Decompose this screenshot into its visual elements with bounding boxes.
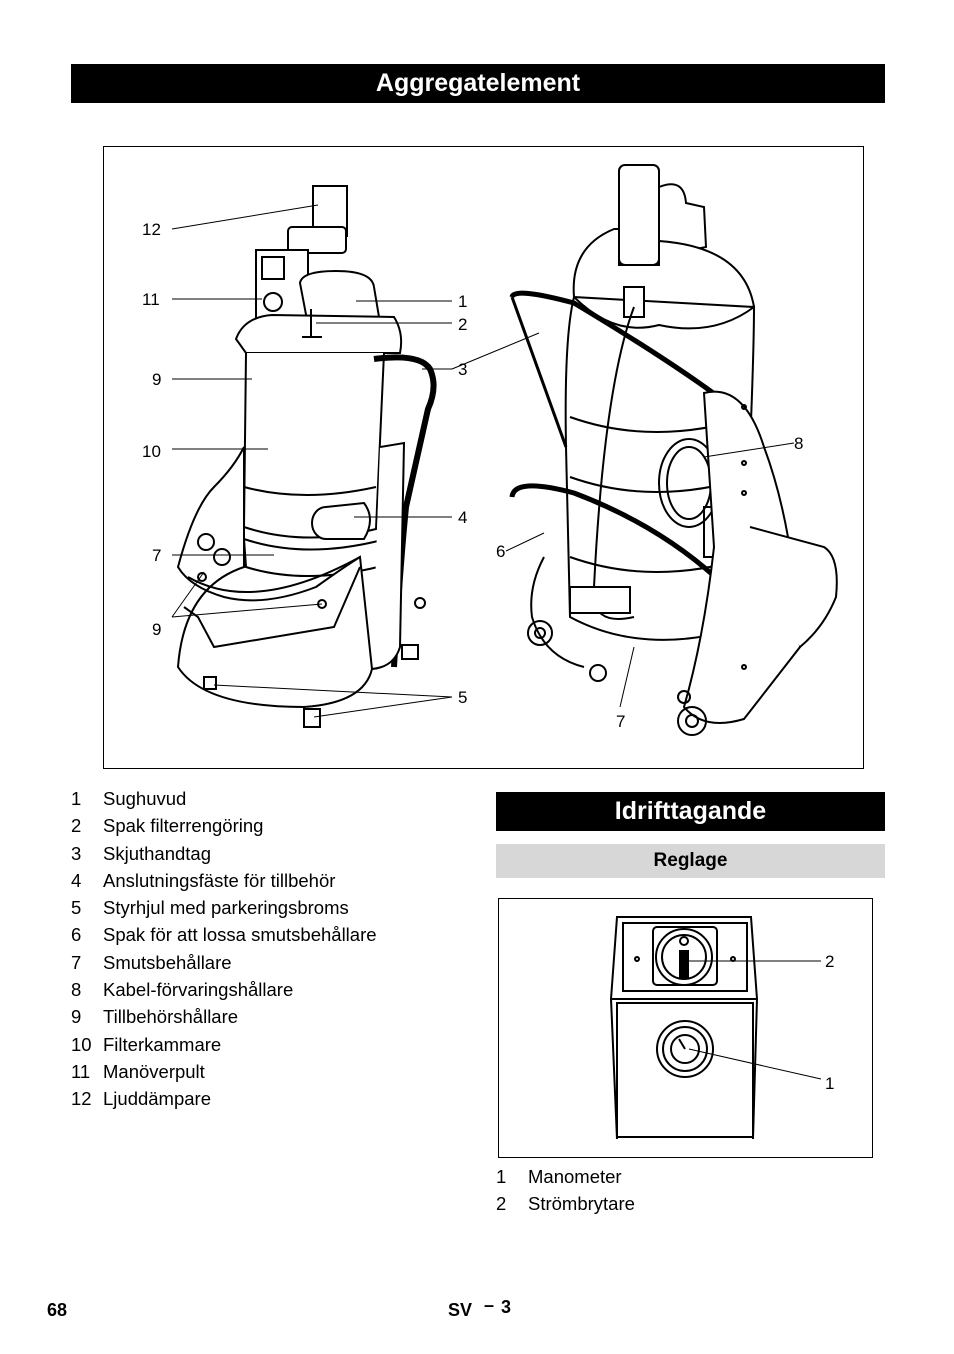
callout-12: 12 bbox=[142, 220, 161, 239]
list-item: 11 Manöverpult bbox=[71, 1060, 205, 1082]
callout-9b: 9 bbox=[152, 620, 162, 639]
callout-1-manometer: 1 bbox=[825, 1074, 835, 1093]
callout-2-switch: 2 bbox=[825, 952, 835, 971]
callout-11: 11 bbox=[142, 290, 160, 309]
component-legend bbox=[71, 785, 471, 1113]
list-item: 10 Filterkammare bbox=[71, 1033, 222, 1055]
callout-7: 7 bbox=[152, 546, 162, 565]
list-item: 12 Ljuddämpare bbox=[71, 1088, 211, 1110]
list-item: 5 Styrhjul med parkeringsbroms bbox=[71, 897, 349, 919]
callout-7b: 7 bbox=[616, 712, 626, 731]
footer-separator: – bbox=[484, 1295, 495, 1315]
callout-10: 10 bbox=[142, 442, 161, 461]
callout-5: 5 bbox=[458, 688, 468, 707]
device-illustration bbox=[103, 146, 864, 769]
section-page-number: 3 bbox=[501, 1297, 512, 1317]
list-item: 7 Smutsbehållare bbox=[71, 951, 232, 973]
callout-1: 1 bbox=[458, 292, 468, 311]
callout-8: 8 bbox=[794, 434, 804, 453]
callout-4: 4 bbox=[458, 508, 468, 527]
device-drawing bbox=[104, 147, 863, 768]
control-legend bbox=[496, 1163, 876, 1218]
callout-9: 9 bbox=[152, 370, 162, 389]
list-item: 8 Kabel-förvaringshållare bbox=[71, 979, 294, 1001]
callout-3: 3 bbox=[458, 360, 468, 379]
list-item: 1 Manometer bbox=[496, 1166, 622, 1187]
list-item: 2 Spak filterrengöring bbox=[71, 815, 264, 837]
list-item: 3 Skjuthandtag bbox=[71, 842, 212, 864]
section-title: Idrifttagande bbox=[496, 792, 885, 831]
page-title: Aggregatelement bbox=[71, 64, 885, 103]
callout-2: 2 bbox=[458, 315, 468, 334]
list-item: 2 Strömbrytare bbox=[496, 1193, 635, 1215]
list-item: 9 Tillbehörshållare bbox=[71, 1006, 239, 1028]
callout-6: 6 bbox=[496, 542, 506, 561]
control-panel-illustration bbox=[498, 898, 873, 1158]
language-code: SV bbox=[448, 1300, 473, 1320]
subsection-title: Reglage bbox=[496, 844, 885, 878]
list-item: 6 Spak för att lossa smutsbehållare bbox=[71, 924, 377, 946]
list-item: 4 Anslutningsfäste för tillbehör bbox=[71, 869, 336, 891]
list-item: 1 Sughuvud bbox=[71, 788, 187, 809]
page-number: 68 bbox=[47, 1300, 68, 1320]
control-panel-drawing bbox=[499, 899, 872, 1157]
